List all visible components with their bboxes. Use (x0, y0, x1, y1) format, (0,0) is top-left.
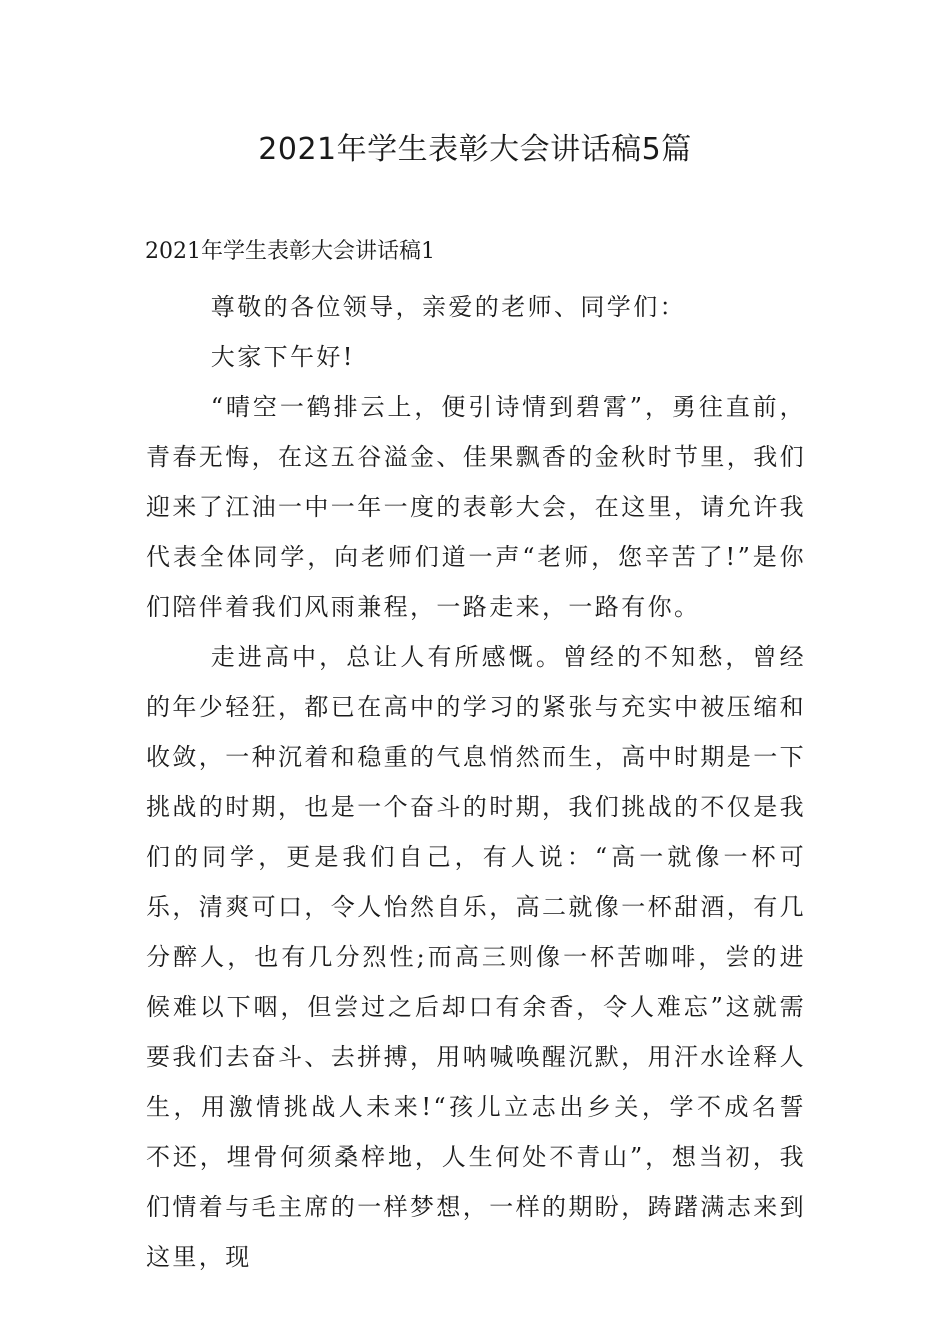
section-heading: 2021年学生表彰大会讲话稿1 (145, 239, 435, 264)
paragraph: “晴空一鹤排云上，便引诗情到碧霄”，勇往直前，青春无悔，在这五谷溢金、佳果飘香的金秋时节里，我们迎来了江油一中一年一度的表彰大会，在这里，请允许我代表全体同学，向老师们道一声“老师，您辛苦了!”是你们陪伴着我们风雨兼程，一路走来，一路有你。 (146, 393, 806, 621)
document-body (146, 282, 806, 1282)
paragraph-greeting: 大家下午好! (210, 343, 355, 371)
paragraph-salutation: 尊敬的各位领导，亲爱的老师、同学们： (210, 293, 686, 321)
paragraph: 走进高中，总让人有所感慨。曾经的不知愁，曾经的年少轻狂，都已在高中的学习的紧张与充实中被压缩和收敛，一种沉着和稳重的气息悄然而生，高中时期是一下挑战的时期，也是一个奋斗的时期，我们挑战的不仅是我们的同学，更是我们自己，有人说：“高一就像一杯可乐，清爽可口，令人怡然自乐，高二就像一杯甜酒，有几分醉人，也有几分烈性;而高三则像一杯苦咖啡，尝的进候难以下咽，但尝过之后却口有余香，令人难忘”这就需要我们去奋斗、去拼搏，用呐喊唤醒沉默，用汗水诠释人生，用激情挑战人未来!“孩儿立志出乡关，学不成名誓不还，埋骨何须桑梓地，人生何处不青山”，想当初，我们情着与毛主席的一样梦想，一样的期盼，踌躇满志来到这里，现 (146, 643, 806, 1271)
document-title: 2021年学生表彰大会讲话稿5篇 (258, 132, 692, 167)
